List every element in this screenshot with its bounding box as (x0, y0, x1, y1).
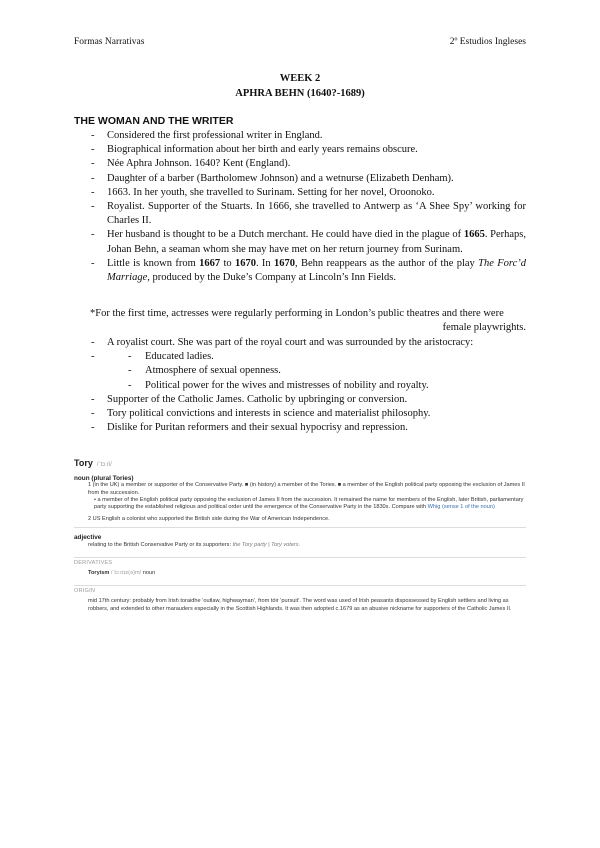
year-1665: 1665 (463, 229, 485, 241)
author-title: APHRA BEHN (1640?-1689) (235, 88, 365, 99)
note-actresses: *For the first time, actresses were regularly performing in London’s public theatres and there were female playwrights. (90, 308, 526, 334)
dict-origin-label: ORIGIN (74, 588, 96, 595)
bullet-list-biography (74, 129, 526, 285)
week-title: WEEK 2 (279, 73, 321, 84)
list-item: - 1663. In her youth, she travelled to Surinam. Setting for her novel, Oroonoko. (74, 186, 526, 200)
list-item: - Dislike for Puritan reformers and their sexual hypocrisy and repression. (74, 421, 526, 435)
year-1670: 1670 (234, 257, 256, 269)
dict-derivative: Toryism /ˈtɔːriɪz(ə)m/ noun (88, 570, 156, 577)
bullet-list-court (74, 336, 526, 435)
dict-derivatives-label: DERIVATIVES (74, 559, 113, 566)
dict-headword: Tory /ˈtɔːri/ (74, 458, 112, 468)
list-item: - Supporter of the Catholic James. Catholic by upbringing or conversion. (74, 393, 526, 407)
sub-list-item: - Political power for the wives and mistresses of nobility and royalty. (74, 379, 526, 393)
play-title: The Forc’d Marriage (107, 257, 527, 284)
dict-definition-1b: • a member of the English political party opposing the exclusion of James II from the succession. It remained the name for members of the English, later British, parliamentary party supporting the established religious and political order until the emergence of the Conservative Party in the 1830s. Compare with Whig (sense 1 of the noun) (94, 496, 524, 511)
list-item: - Biographical information about her birth and early years remains obscure. (74, 143, 526, 157)
list-item-little-known: - Little is known from 1667 to 1670. In 1670, Behn reappears as the author of the play The Forc’d Marriage, produced by the Duke’s Company at Lincoln’s Inn Fields. (74, 257, 526, 285)
list-item: - Considered the first professional writer in England. (74, 129, 526, 143)
list-item-court: - A royalist court. She was part of the royal court and was surrounded by the aristocracy: (74, 336, 526, 350)
list-item: - Royalist. Supporter of the Stuarts. In 1666, she travelled to Antwerp as ‘A Shee Spy’ working for Charles II. (74, 200, 526, 228)
dict-adjective-def: relating to the British Conservative Party or its supporters: the Tory party | Tory voters. (88, 541, 301, 548)
dict-origin: mid 17th century: probably from Irish toraidhe ‘outlaw, highwayman’, from tóir ‘pursuit’. The word was used of Irish peasants dispossessed by English settlers and living as robbers, and extended to other marauders especially in the Scottish Highlands. It was then adopted c.1679 as an abusive nickname for supporters of the Catholic James II. (88, 598, 512, 612)
header-degree: 2º Estudios Ingleses (449, 37, 526, 47)
list-item-husband: - Her husband is thought to be a Dutch merchant. He could have died in the plague of 1665. Perhaps, Johan Behn, a seaman whom she may have met on her return journey from Surinam. (74, 228, 526, 256)
dictionary-inset (74, 460, 526, 613)
dict-definition-1: 1 (in the UK) a member or supporter of the Conservative Party. ■ (in history) a member of the Tories. ■ a member of the English political party opposing the exclusion of James II from the succession. (88, 482, 525, 496)
section-title: THE WOMAN AND THE WRITER (74, 115, 234, 127)
sub-list-wrapper (74, 350, 526, 393)
list-item: - Daughter of a barber (Bartholomew Johnson) and a wetnurse (Elizabeth Denham). (74, 172, 526, 186)
sub-list (74, 350, 526, 393)
dict-link-whig[interactable]: Whig (sense 1 of the noun) (427, 504, 495, 511)
year-1670b: 1670 (274, 257, 296, 269)
list-item: - Née Aphra Johnson. 1640? Kent (England). (74, 157, 526, 171)
year-1667: 1667 (199, 257, 221, 269)
dict-definition-2: 2 US English a colonist who supported the British side during the War of American Independence. (88, 516, 330, 523)
list-item: - Tory political convictions and interests in science and materialist philosophy. (74, 407, 526, 421)
sub-list-item: - - Educated ladies. (74, 350, 526, 364)
sub-list-item: - Atmosphere of sexual openness. (74, 364, 526, 378)
dict-noun-label: noun (plural Tories) (74, 475, 134, 483)
header-course-title: Formas Narrativas (74, 37, 145, 47)
dict-adjective-label: adjective (74, 534, 102, 542)
